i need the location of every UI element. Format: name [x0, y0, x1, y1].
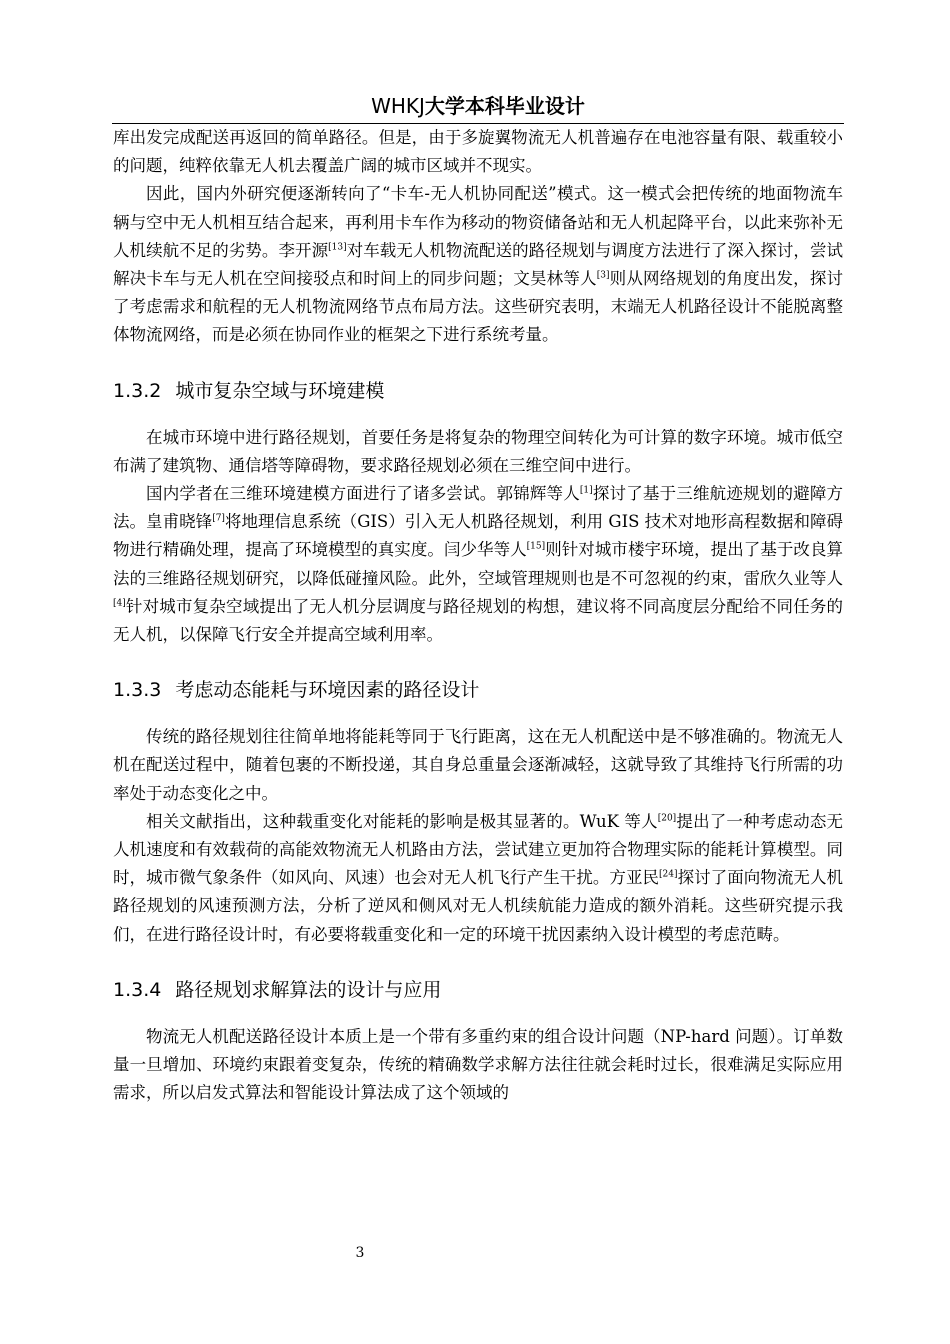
section-title: 城市复杂空域与环境建模 [175, 379, 385, 402]
text-run: 则针对城市楼宇环境，提出了基于改良算法的三维路径规划研究，以降低碰撞风险。此外，空域管理规则也是不可忽视的约束，雷欣久业等人 [113, 540, 843, 588]
text-run: 国内学者在三维环境建模方面进行了诸多尝试。郭锦辉等人 [146, 484, 580, 504]
page-number: 3 [355, 1245, 365, 1261]
citation: [13] [328, 242, 347, 253]
text-run: 在城市环境中进行路径规划，首要任务是将复杂的物理空间转化为可计算的数字环境。城市低空布满了建筑物、通信塔等障碍物，要求路径规划必须在三维空间中进行。 [113, 427, 843, 475]
section-title: 路径规划求解算法的设计与应用 [175, 978, 442, 1001]
text-run: 库出发完成配送再返回的简单路径。但是，由于多旋翼物流无人机普遍存在电池容量有限、载重较小的问题，纯粹依靠无人机去覆盖广阔的城市区域并不现实。 [113, 128, 843, 176]
citation: [20] [657, 813, 677, 824]
section-title: 考虑动态能耗与环境因素的路径设计 [175, 679, 480, 702]
paragraph [113, 424, 843, 480]
paragraph [113, 1023, 843, 1108]
running-header [113, 92, 843, 120]
text-run: 探讨了面向物流无人机路径规划的风速预测方法，分析了逆风和侧风对无人机续航能力造成的额外消耗。这些研究提示我们，在进行路径设计时，有必要将载重变化和一定的环境干扰因素纳入设计模型的考虑范畴。 [113, 868, 843, 944]
citation: [7] [212, 513, 225, 524]
text-run: 物流无人机配送路径设计本质上是一个带有多重约束的组合设计问题（NP-hard 问题）。订单数量一旦增加、环境约束跟着变复杂，传统的精确数学求解方法往往就会耗时过长，很难满足实际应用需求，所以启发式算法和智能设计算法成了这个领域的 [113, 1026, 843, 1103]
citation: [3] [596, 270, 610, 281]
citation: [4] [113, 598, 126, 609]
header-title: 大学本科毕业设计 [424, 94, 585, 118]
body-text [113, 124, 843, 1107]
text-run: 传统的路径规划往往简单地将能耗等同于飞行距离，这在无人机配送中是不够准确的。物流无人机在配送过程中，随着包裹的不断投递，其自身总重量会逐渐减轻，这就导致了其维持飞行所需的功率处于动态变化之中。 [113, 727, 843, 803]
section-heading [113, 975, 843, 1005]
text-run: 相关文献指出，这种载重变化对能耗的影响是极其显著的。WuK 等人 [146, 811, 658, 831]
citation: [24] [659, 869, 678, 880]
paragraph [113, 180, 843, 349]
paragraph [113, 124, 843, 180]
text-run: 针对城市复杂空域提出了无人机分层调度与路径规划的构想，建议将不同高度层分配给不同任务的无人机，以保障飞行安全并提高空域利用率。 [113, 596, 843, 645]
paragraph [113, 808, 843, 949]
header-code: WHKJ [371, 94, 425, 118]
text-run: 将地理信息系统（GIS）引入无人机路径规划，利用 GIS 技术对地形高程数据和障碍物进行精确处理，提高了环境模型的真实度。闫少华等人 [113, 512, 844, 560]
section-number: 1.3.3 [113, 679, 162, 702]
text-run: 因此，国内外研究便逐渐转向了“卡车-无人机协同配送”模式。这一模式会把传统的地面物流车辆与空中无人机相互结合起来，再利用卡车作为移动的物资储备站和无人机起降平台，以此来弥补无人机续航不足的劣势。李开源 [113, 184, 843, 260]
text-run: 对车载无人机物流配送的路径规划与调度方法进行了深入探讨，尝试解决卡车与无人机在空间接驳点和时间上的同步问题；文昊林等人 [113, 240, 843, 289]
section-number: 1.3.2 [113, 379, 162, 402]
section-heading [113, 675, 843, 705]
citation: [15] [526, 541, 546, 552]
text-run: 提出了一种考虑动态无人机速度和有效载荷的高能效物流无人机路由方法，尝试建立更加符合物理实际的能耗计算模型。同时，城市微气象条件（如风向、风速）也会对无人机飞行产生干扰。方亚民 [113, 811, 844, 888]
section-number: 1.3.4 [113, 978, 162, 1001]
paragraph [113, 480, 843, 649]
section-heading [113, 376, 843, 406]
citation: [1] [579, 485, 593, 496]
paragraph [113, 723, 843, 808]
text-run: 则从网络规划的角度出发，探讨了考虑需求和航程的无人机物流网络节点布局方法。这些研究表明，末端无人机路径设计不能脱离整体物流网络，而是必须在协同作业的框架之下进行系统考量。 [113, 269, 844, 345]
text-run: 探讨了基于三维航迹规划的避障方法。皇甫晓锋 [113, 484, 844, 532]
